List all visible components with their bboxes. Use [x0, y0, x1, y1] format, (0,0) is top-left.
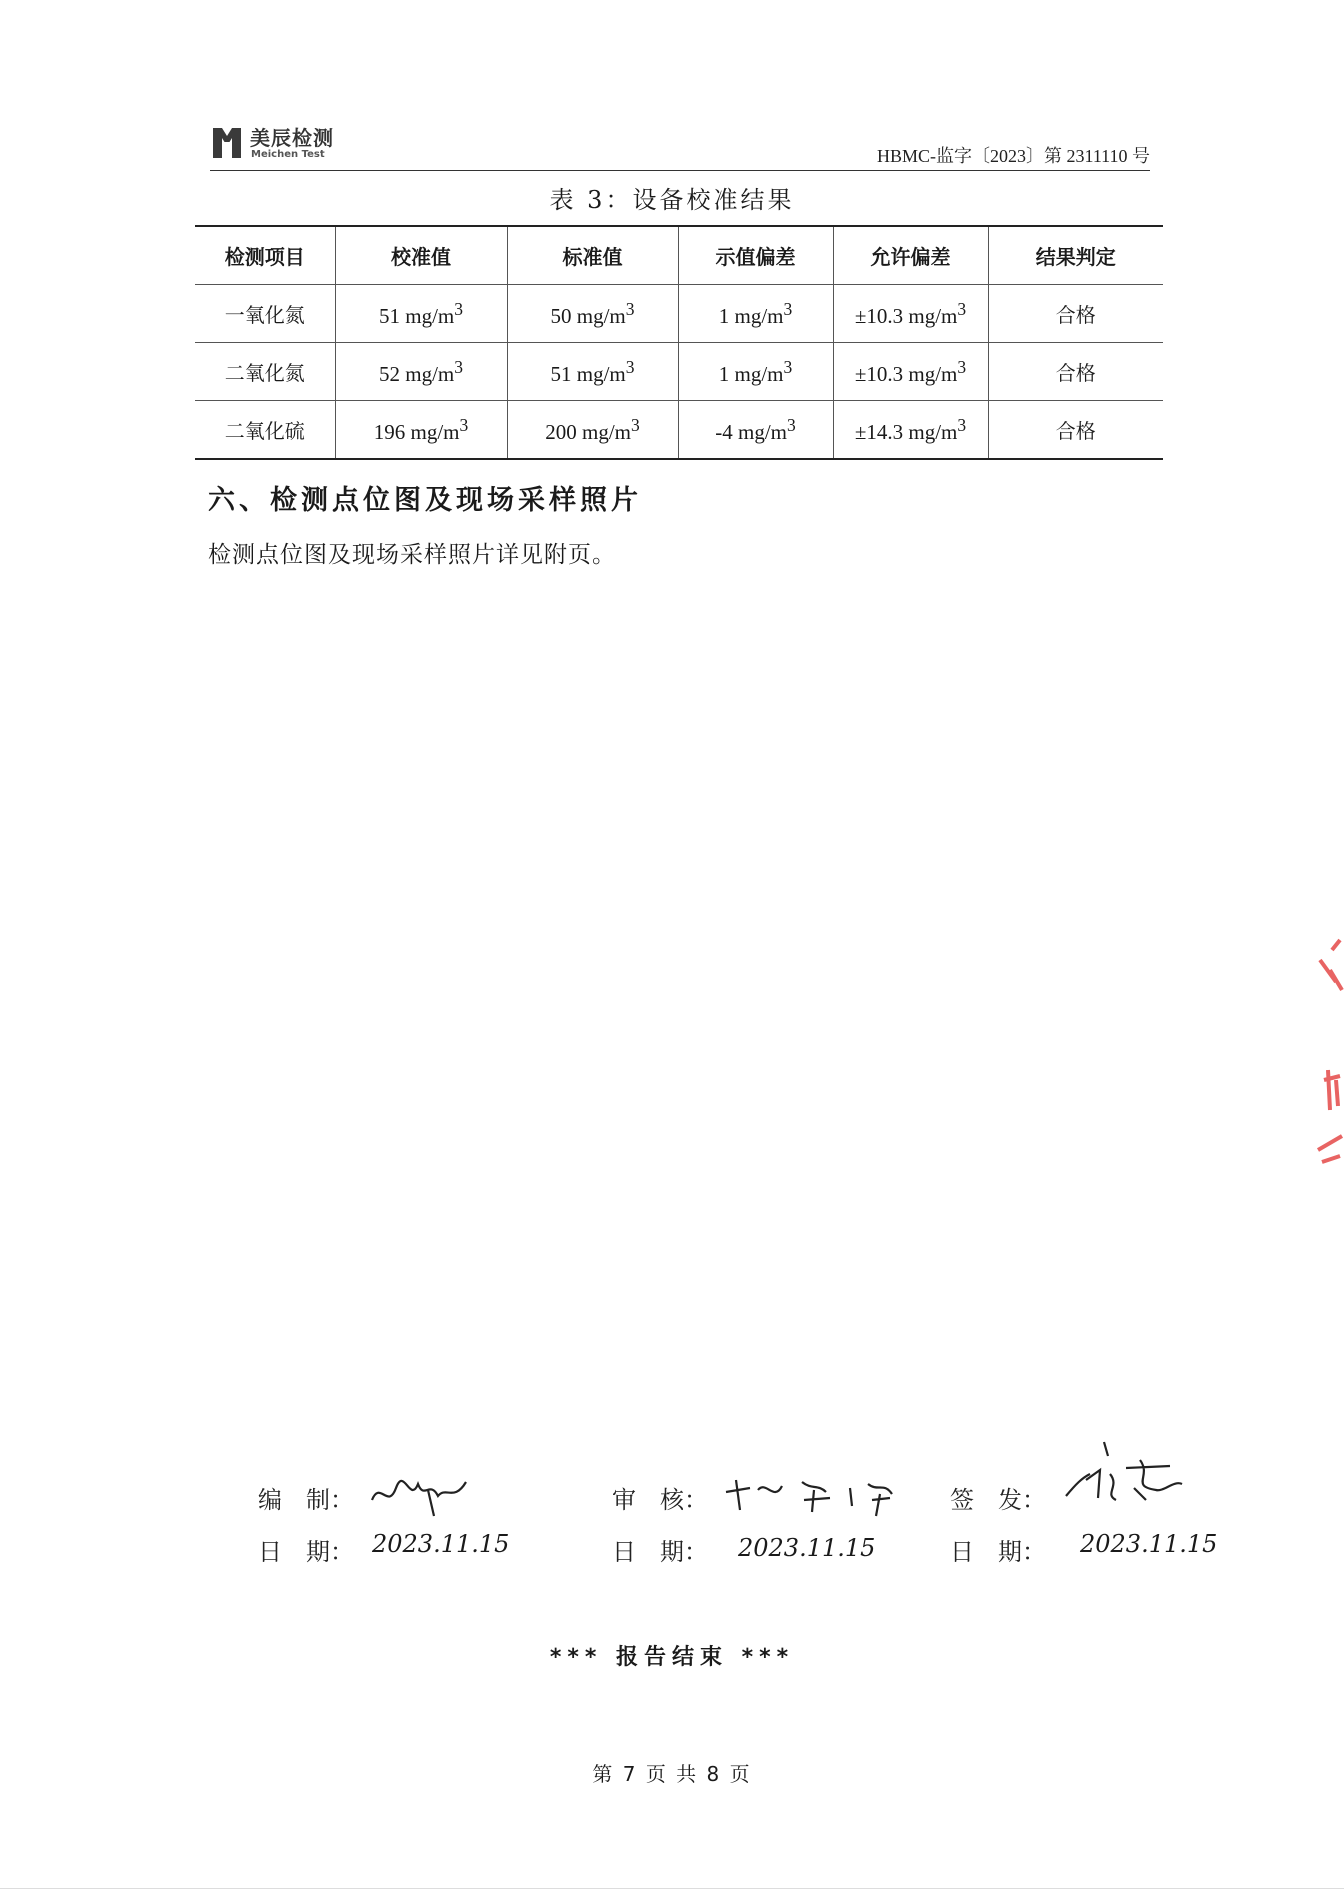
calibrated-cell: 52 $mg/m^3$: [335, 343, 507, 401]
table-row: [195, 343, 1163, 401]
item-cell: 二氧化氮: [195, 343, 335, 401]
report-end-mark: *** 报告结束 ***: [549, 1645, 795, 1670]
item-cell: 二氧化硫: [195, 401, 335, 460]
allowed-cell: ±10.3 $mg/m^3$: [833, 343, 988, 401]
result-cell: 合格: [988, 401, 1163, 460]
column-header: 校准值: [335, 226, 507, 285]
reviewed-date-label: 日 期：: [612, 1538, 708, 1566]
compiled-date-label: 日 期：: [258, 1538, 354, 1566]
result-cell: 合格: [988, 343, 1163, 401]
table-row: [195, 285, 1163, 343]
item-cell: 一氧化氮: [195, 285, 335, 343]
report-header: [210, 122, 1150, 172]
standard-cell: 51 $mg/m^3$: [507, 343, 678, 401]
page-number: 第 7 页 共 8 页: [592, 1762, 752, 1786]
compiled-by-label: 编 制：: [258, 1486, 354, 1514]
column-header: 结果判定: [988, 226, 1163, 285]
meichen-logo-icon: [210, 124, 244, 162]
issuer-signature: [1060, 1440, 1190, 1510]
column-header: 标准值: [507, 226, 678, 285]
seal-stamp-icon: [1300, 930, 1344, 1190]
column-header: 示值偏差: [678, 226, 833, 285]
report-number: HBMC-监字〔2023〕第 2311110 号: [876, 146, 1150, 166]
result-cell: 合格: [988, 285, 1163, 343]
allowed-cell: ±10.3 $mg/m^3$: [833, 285, 988, 343]
issued-by-label: 签 发：: [950, 1486, 1046, 1514]
logo-text: 美辰检测: [250, 126, 334, 150]
column-header: 检测项目: [195, 226, 335, 285]
bottom-edge: [0, 1888, 1344, 1889]
compiler-signature: [368, 1470, 478, 1518]
deviation-cell: -4 $mg/m^3$: [678, 401, 833, 460]
table-header-row: [195, 226, 1163, 285]
deviation-cell: 1 $mg/m^3$: [678, 285, 833, 343]
standard-cell: 200 $mg/m^3$: [507, 401, 678, 460]
column-header: 允许偏差: [833, 226, 988, 285]
reviewed-date: 2023.11.15: [738, 1534, 876, 1562]
calibrated-cell: 51 $mg/m^3$: [335, 285, 507, 343]
issued-date: 2023.11.15: [1080, 1530, 1218, 1558]
compiled-date: 2023.11.15: [372, 1530, 510, 1558]
logo-subtext: Meichen Test: [251, 149, 325, 160]
section-heading: 六、检测点位图及现场采样照片: [208, 485, 642, 516]
reviewed-by-label: 审 核：: [612, 1486, 708, 1514]
reviewer-signature: [722, 1470, 902, 1520]
allowed-cell: ±14.3 $mg/m^3$: [833, 401, 988, 460]
table-row: [195, 401, 1163, 460]
issued-date-label: 日 期：: [950, 1538, 1046, 1566]
section-body-text: 检测点位图及现场采样照片详见附页。: [208, 542, 616, 568]
calibration-table: [195, 225, 1163, 460]
calibrated-cell: 196 $mg/m^3$: [335, 401, 507, 460]
header-divider: [210, 170, 1150, 171]
deviation-cell: 1 $mg/m^3$: [678, 343, 833, 401]
table-title: 表 3：设备校准结果: [549, 186, 795, 214]
standard-cell: 50 $mg/m^3$: [507, 285, 678, 343]
